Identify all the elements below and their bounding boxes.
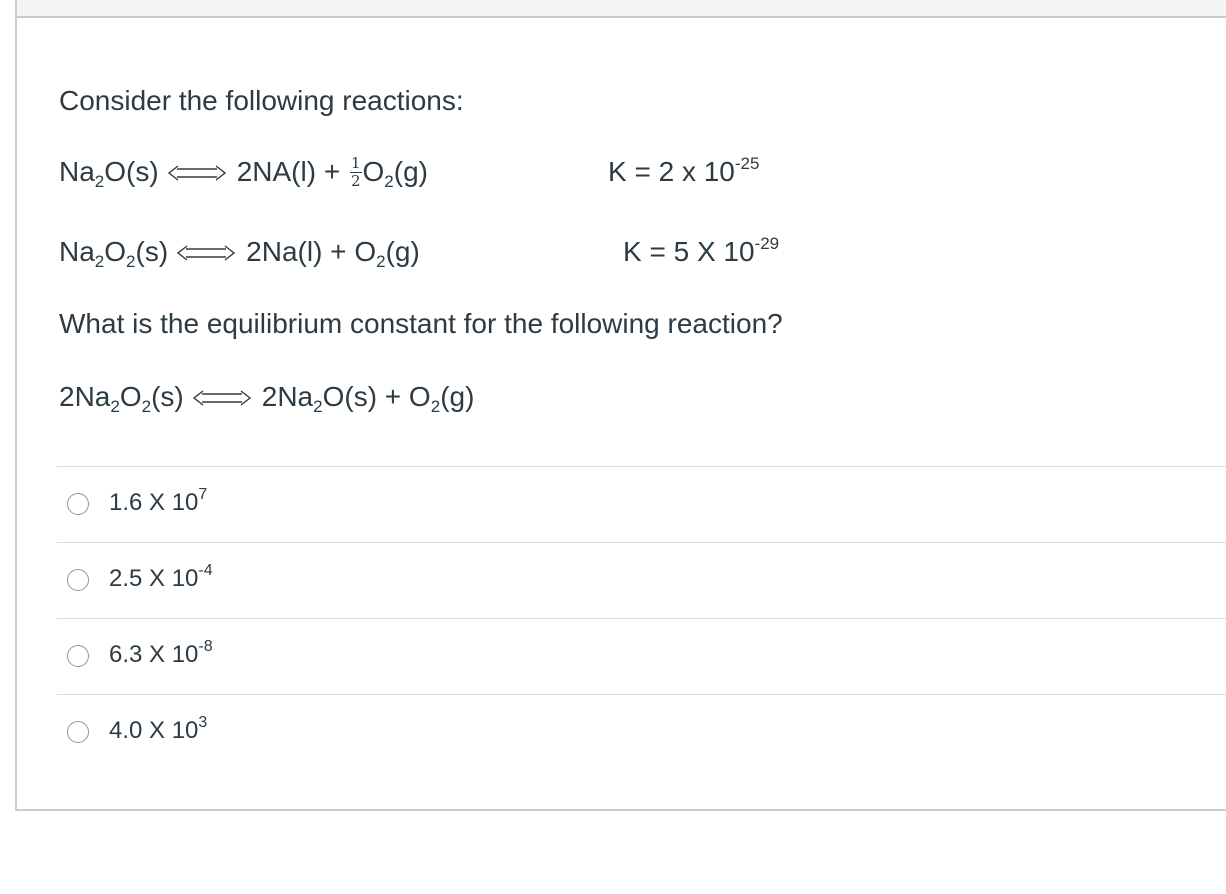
equilibrium-arrow-icon xyxy=(167,155,227,189)
answer-label[interactable]: 6.3 X $10^{-8}$ xyxy=(109,638,213,668)
reaction-1-k-value: K = 2 x $10^{-25}$ xyxy=(608,154,760,187)
reaction-2-equation: $Na_2O_2(s) 2Na(l) + O_2(g)$ xyxy=(59,236,420,271)
target-reaction-equation: $2Na_2O_2(s) 2Na_2O(s) + O_2(g)$ xyxy=(59,381,475,416)
answer-option[interactable] xyxy=(57,618,1226,694)
reaction-2-k-value: K = 5 X $10^{-29}$ xyxy=(623,234,780,267)
answer-list xyxy=(57,466,1226,770)
one-half-fraction: $\frac{1}{2}$ xyxy=(350,154,361,191)
reaction-1-equation: $Na_2O(s) 2NA(l)$ + $\frac{1}{2}$ $O_2(g)$ xyxy=(59,154,428,191)
answer-option[interactable] xyxy=(57,466,1226,542)
question-prompt: What is the equilibrium constant for the following reaction? xyxy=(59,308,783,339)
radio-button[interactable] xyxy=(67,645,89,667)
radio-button[interactable] xyxy=(67,493,89,515)
answer-label[interactable]: 4.0 X $10^3$ xyxy=(109,714,208,744)
question-card xyxy=(15,0,1226,811)
answer-option[interactable] xyxy=(57,694,1226,770)
equilibrium-arrow-icon xyxy=(192,380,252,414)
equilibrium-arrow-icon xyxy=(176,235,236,269)
answer-label[interactable]: 1.6 X $10^7$ xyxy=(109,486,208,516)
radio-button[interactable] xyxy=(67,569,89,591)
radio-button[interactable] xyxy=(67,721,89,743)
question-intro: Consider the following reactions: xyxy=(59,85,464,116)
question-header xyxy=(17,0,1226,18)
answer-label[interactable]: 2.5 X $10^{-4}$ xyxy=(109,562,213,592)
answer-option[interactable] xyxy=(57,542,1226,618)
